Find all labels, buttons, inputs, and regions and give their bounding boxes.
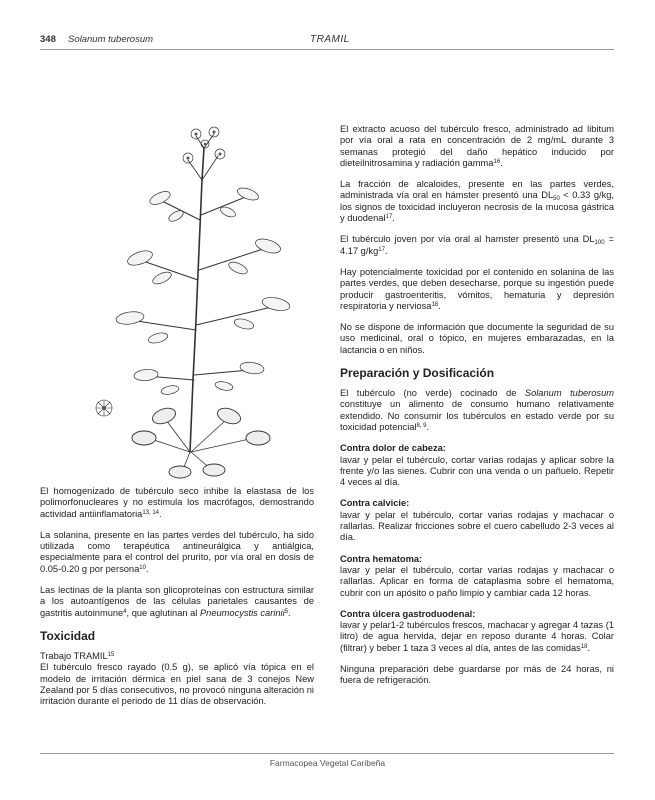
footer-rule: [40, 753, 614, 754]
remedy-title: Contra hematoma:: [340, 553, 423, 564]
paragraph: Ninguna preparación debe guardarse por más de 24 horas, ni fuera de refrigeración.: [340, 663, 614, 686]
paragraph: No se dispone de información que documente la seguridad de su uso medicinal, oral o tópico, en mujeres embarazadas, en la lactancia o en niños.: [340, 322, 614, 355]
section-heading-toxicidad: Toxicidad: [40, 628, 96, 643]
remedy-title: Contra dolor de cabeza:: [340, 443, 446, 454]
running-header: [0, 34, 655, 50]
paragraph: La solanina, presente en las partes verdes del tubérculo, ha sido utilizada como terapéutica antineurálgica y antiálgica, especialmente para el control del prurito, por vía oral en dosis de 0.05-0.20 g por persona$^{10}$.: [40, 529, 314, 574]
right-column: [340, 124, 614, 697]
tramil-work-label: Trabajo TRAMIL$^{15}$: [40, 650, 115, 661]
running-footer: Farmacopea Vegetal Caribeña: [269, 758, 386, 768]
potato-plant-illustration-icon: [78, 120, 328, 480]
paragraph: El tubérculo joven por vía oral al hamster presentó una $DL_{100} = 4.17$ $g/kg^{17}$.: [340, 234, 614, 256]
paragraph: La fracción de alcaloides, presente en las partes verdes, administrada vía oral en hámster presentó una $DL_{50} < 0.33$ g/kg, los signos de toxicidad incluyeron necrosis de la mucosa gástrica y duodenal$^{17}$.: [340, 179, 614, 224]
remedy-title: Contra úlcera gastroduodenal:: [340, 608, 476, 619]
paragraph: El homogenizado de tubérculo seco inhibe la elastasa de los polimorfonucleares y no estimula los macrófagos, demostrando actividad antiinflamatoria$^{13, 14}$.: [40, 486, 314, 519]
paragraph: El tubérculo fresco rayado (0.5 g), se aplicó vía tópica en el modelo de irritación dérmica en piel sana de 3 conejos New Zealand por 5 días consecutivos, no provocó ninguna alteración ni irritación durante el periodo de 11 días de observación.: [40, 662, 314, 707]
paragraph: El tubérculo (no verde) cocinado de Solanum tuberosum constituye un alimento de consumo humano relativamente extendido. No consumir los tubérculos en estado verde por su toxicidad potencial$^{8, 9}$.: [340, 388, 614, 432]
left-column: [40, 486, 314, 717]
remedy-text: lavar y pelar el tubérculo, cortar varias rodajas y machacar o rallarlas. Aplicar en forma de cataplasma sobre el hematoma, cubrir con un apósito o paño limpio y cambiar cada 12 horas.: [340, 564, 614, 598]
header-brand: TRAMIL: [310, 34, 350, 45]
paragraph: Las lectinas de la planta son glicoproteínas con estructura similar a los autoantígenos de las células parietales causantes de gastritis autoinmune$^4$, que aglutinan al Pneumocystis carinii$^5$.: [40, 585, 314, 618]
paragraph: Hay potencialmente toxicidad por el contenido en solanina de las partes verdes, que deben desecharse, porque su ingestión puede producir gastroenteritis, vómitos, hematuria y depresión respiratoria y nerviosa$^{18}$.: [340, 266, 614, 311]
header-rule: [40, 49, 614, 50]
remedy-title: Contra calvicie:: [340, 498, 410, 509]
remedy-text: lavar y pelar1-2 tubérculos frescos, machacar y agregar 4 tazas (1 litro) de agua hervida, dejar en reposo durante 4 horas. Colar (filtrar) y beber 1 taza 3 veces al día, antes de las comidas$^{18}$.: [340, 620, 614, 653]
remedy-text: lavar y pelar el tubérculo, cortar varias rodajas y machacar o rallarlas. Realizar fricciones sobre el cuero cabelludo 2-3 veces al día.: [340, 509, 614, 543]
header-species: Solanum tuberosum: [68, 34, 154, 45]
paragraph: El extracto acuoso del tubérculo fresco, administrado ad libitum por vía oral a rata en concentración de 2 mg/mL durante 3 semanas protegió del daño hepático inducido por dieteilnitrosamina y radiación gamma$^{16}$.: [340, 124, 614, 168]
section-heading-preparacion: Preparación y Dosificación: [340, 366, 495, 381]
page-number: 348: [40, 34, 56, 45]
remedy-text: lavar y pelar el tubérculo, cortar varias rodajas y aplicar sobre la frente y/o las sienes. Cubrir con una venda o un pañuelo. Repetir 4 veces al día.: [340, 454, 614, 488]
